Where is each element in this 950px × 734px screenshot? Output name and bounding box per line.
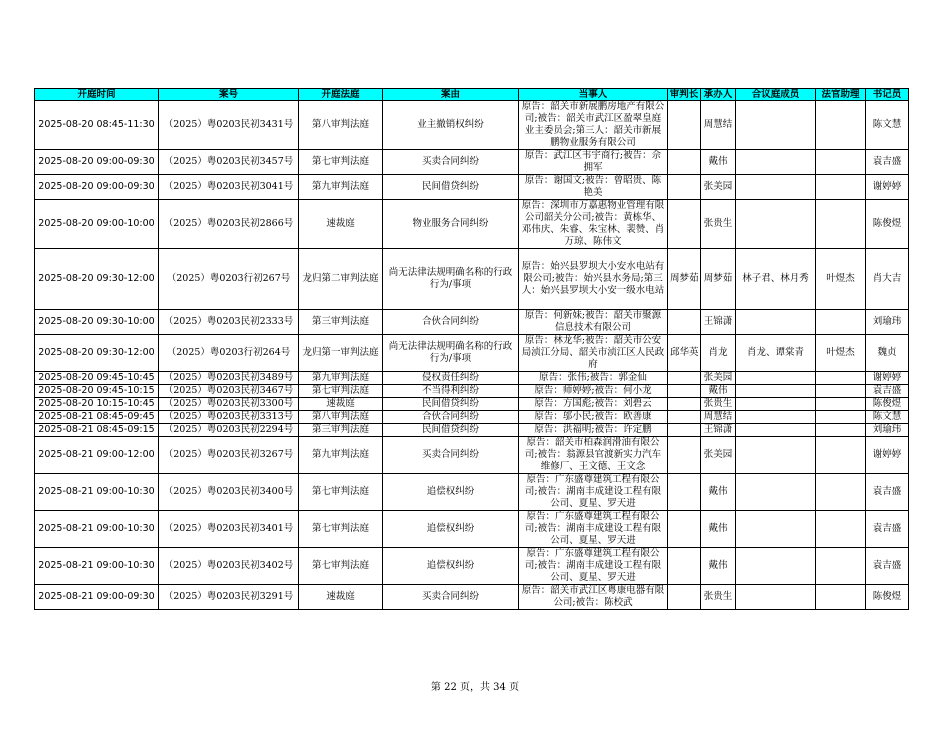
table-row xyxy=(35,585,909,610)
cell-hearing-time: 2025-08-20 08:45-11:30 xyxy=(35,101,159,150)
col-header-clerk: 书记员 xyxy=(866,89,909,101)
cell-panel-members xyxy=(736,411,816,424)
col-header-time: 开庭时间 xyxy=(35,89,159,101)
cell-clerk: 谢婷婷 xyxy=(866,175,909,200)
table-row xyxy=(35,249,909,310)
cell-presiding-judge xyxy=(668,511,701,548)
cell-hearing-time: 2025-08-20 09:45-10:15 xyxy=(35,385,159,398)
cell-cause: 合伙合同纠纷 xyxy=(383,310,519,335)
cell-case-number: （2025）粤0203民初3300号 xyxy=(159,398,299,411)
cell-parties: 原告：何新妹;被告：韶关市聚源信息技术有限公司 xyxy=(519,310,668,335)
cell-case-number: （2025）粤0203民初3431号 xyxy=(159,101,299,150)
cell-handler: 戴伟 xyxy=(701,511,736,548)
cell-judge-assistant xyxy=(816,474,866,511)
cell-parties: 原告：韶关市新展鹏房地产有限公司;被告：韶关市武江区盈翠皇庭业主委员会;第三人：韶关市新展鹏物业服务有限公司 xyxy=(519,101,668,150)
cell-handler: 周梦茹 xyxy=(701,249,736,310)
cell-clerk: 陈俊煜 xyxy=(866,200,909,249)
cell-judge-assistant: 叶煜杰 xyxy=(816,335,866,372)
cell-panel-members xyxy=(736,385,816,398)
cell-cause: 合伙合同纠纷 xyxy=(383,411,519,424)
cell-panel-members xyxy=(736,474,816,511)
cell-clerk: 陈俊煜 xyxy=(866,398,909,411)
cell-cause: 买卖合同纠纷 xyxy=(383,150,519,175)
cell-cause: 民间借贷纠纷 xyxy=(383,398,519,411)
cell-hearing-time: 2025-08-20 09:45-10:45 xyxy=(35,372,159,385)
cell-hearing-time: 2025-08-20 09:30-12:00 xyxy=(35,335,159,372)
cell-parties: 原告：广东盛尊建筑工程有限公司;被告：湖南丰成建设工程有限公司、夏星、罗天进 xyxy=(519,474,668,511)
cell-courtroom: 第七审判法庭 xyxy=(299,511,383,548)
cell-cause: 不当得利纠纷 xyxy=(383,385,519,398)
cell-presiding-judge xyxy=(668,372,701,385)
cell-handler: 肖龙 xyxy=(701,335,736,372)
cell-case-number: （2025）粤0203民初3400号 xyxy=(159,474,299,511)
cell-courtroom: 第九审判法庭 xyxy=(299,437,383,474)
cell-handler: 戴伟 xyxy=(701,385,736,398)
cell-judge-assistant xyxy=(816,398,866,411)
cell-judge-assistant xyxy=(816,200,866,249)
table-row xyxy=(35,310,909,335)
cell-clerk: 刘瑜玮 xyxy=(866,424,909,437)
cell-presiding-judge xyxy=(668,150,701,175)
cell-handler: 张贵生 xyxy=(701,398,736,411)
cell-judge-assistant xyxy=(816,385,866,398)
cell-parties: 原告：广东盛尊建筑工程有限公司;被告：湖南丰成建设工程有限公司、夏星、罗天进 xyxy=(519,511,668,548)
cell-parties: 原告：韶关市柏森润滑油有限公司;被告：翁源县官渡新实力汽车维修厂、王文德、王文念 xyxy=(519,437,668,474)
cell-panel-members: 林子君、林月秀 xyxy=(736,249,816,310)
cell-cause: 民间借贷纠纷 xyxy=(383,424,519,437)
cell-courtroom: 第三审判法庭 xyxy=(299,424,383,437)
cell-clerk: 刘瑜玮 xyxy=(866,310,909,335)
cell-hearing-time: 2025-08-21 08:45-09:45 xyxy=(35,411,159,424)
cell-panel-members xyxy=(736,101,816,150)
cell-handler: 戴伟 xyxy=(701,474,736,511)
cell-presiding-judge xyxy=(668,411,701,424)
cell-panel-members xyxy=(736,424,816,437)
cell-case-number: （2025）粤0203行初267号 xyxy=(159,249,299,310)
cell-panel-members xyxy=(736,200,816,249)
cell-cause: 尚无法律法规明确名称的行政行为/事项 xyxy=(383,249,519,310)
cell-case-number: （2025）粤0203民初2866号 xyxy=(159,200,299,249)
cell-hearing-time: 2025-08-20 09:30-10:00 xyxy=(35,310,159,335)
cell-cause: 买卖合同纠纷 xyxy=(383,585,519,610)
cell-hearing-time: 2025-08-21 09:00-12:00 xyxy=(35,437,159,474)
cell-presiding-judge xyxy=(668,175,701,200)
col-header-case-number: 案号 xyxy=(159,89,299,101)
cell-handler: 王锦潇 xyxy=(701,424,736,437)
cell-cause: 追偿权纠纷 xyxy=(383,474,519,511)
table-row xyxy=(35,398,909,411)
table-row xyxy=(35,548,909,585)
cell-judge-assistant xyxy=(816,175,866,200)
cell-handler: 周慧结 xyxy=(701,411,736,424)
cell-clerk: 袁吉盛 xyxy=(866,511,909,548)
hearing-schedule-table xyxy=(34,88,909,610)
cell-handler: 张美园 xyxy=(701,175,736,200)
cell-parties: 原告：武江区韦宇商行;被告：佘拥军 xyxy=(519,150,668,175)
table-row xyxy=(35,437,909,474)
cell-handler: 王锦潇 xyxy=(701,310,736,335)
cell-judge-assistant xyxy=(816,101,866,150)
cell-courtroom: 第八审判法庭 xyxy=(299,101,383,150)
cell-handler: 周慧结 xyxy=(701,101,736,150)
cell-panel-members xyxy=(736,585,816,610)
cell-parties: 原告：始兴县罗坝大小安水电站有限公司;被告：始兴县水务局;第三人：始兴县罗坝大小安一级水电站 xyxy=(519,249,668,310)
cell-panel-members xyxy=(736,437,816,474)
cell-parties: 原告：张伟;被告：郭金仙 xyxy=(519,372,668,385)
table-row xyxy=(35,372,909,385)
cell-case-number: （2025）粤0203民初3467号 xyxy=(159,385,299,398)
cell-courtroom: 龙归第一审判法庭 xyxy=(299,335,383,372)
cell-hearing-time: 2025-08-21 09:00-10:30 xyxy=(35,511,159,548)
col-header-courtroom: 开庭法庭 xyxy=(299,89,383,101)
cell-judge-assistant xyxy=(816,511,866,548)
cell-clerk: 魏贞 xyxy=(866,335,909,372)
col-header-panel: 合议庭成员 xyxy=(736,89,816,101)
cell-handler: 戴伟 xyxy=(701,548,736,585)
cell-cause: 侵权责任纠纷 xyxy=(383,372,519,385)
col-header-presiding-judge: 审判长 xyxy=(668,89,701,101)
cell-cause: 追偿权纠纷 xyxy=(383,548,519,585)
cell-judge-assistant xyxy=(816,424,866,437)
table-row xyxy=(35,424,909,437)
cell-panel-members xyxy=(736,372,816,385)
cell-cause: 业主撤销权纠纷 xyxy=(383,101,519,150)
cell-judge-assistant: 叶煜杰 xyxy=(816,249,866,310)
table-row xyxy=(35,385,909,398)
col-header-cause: 案由 xyxy=(383,89,519,101)
cell-parties: 原告：林龙华;被告：韶关市公安局浈江分局、韶关市浈江区人民政府 xyxy=(519,335,668,372)
cell-case-number: （2025）粤0203民初3401号 xyxy=(159,511,299,548)
cell-case-number: （2025）粤0203民初3267号 xyxy=(159,437,299,474)
cell-case-number: （2025）粤0203行初264号 xyxy=(159,335,299,372)
cell-parties: 原告：谢国文;被告：曾昭贵、陈艳美 xyxy=(519,175,668,200)
cell-cause: 追偿权纠纷 xyxy=(383,511,519,548)
table-row xyxy=(35,511,909,548)
cell-hearing-time: 2025-08-21 09:00-10:30 xyxy=(35,474,159,511)
cell-handler: 张贵生 xyxy=(701,200,736,249)
table-header-row xyxy=(35,89,909,101)
cell-judge-assistant xyxy=(816,150,866,175)
cell-judge-assistant xyxy=(816,372,866,385)
cell-clerk: 袁吉盛 xyxy=(866,474,909,511)
cell-hearing-time: 2025-08-21 09:00-09:30 xyxy=(35,585,159,610)
page-footer: 第 22 页，共 34 页 xyxy=(430,682,520,693)
cell-clerk: 袁吉盛 xyxy=(866,548,909,585)
table-row xyxy=(35,411,909,424)
cell-hearing-time: 2025-08-20 10:15-10:45 xyxy=(35,398,159,411)
cell-handler: 戴伟 xyxy=(701,150,736,175)
cell-clerk: 陈文慧 xyxy=(866,101,909,150)
cell-cause: 尚无法律法规明确名称的行政行为/事项 xyxy=(383,335,519,372)
cell-presiding-judge: 邱华英 xyxy=(668,335,701,372)
cell-parties: 原告：洪福明;被告：许定鹏 xyxy=(519,424,668,437)
cell-case-number: （2025）粤0203民初3457号 xyxy=(159,150,299,175)
cell-presiding-judge xyxy=(668,424,701,437)
cell-courtroom: 第三审判法庭 xyxy=(299,310,383,335)
cell-presiding-judge xyxy=(668,310,701,335)
cell-parties: 原告：韶关市武江区粤康电器有限公司;被告：陈校武 xyxy=(519,585,668,610)
cell-courtroom: 第七审判法庭 xyxy=(299,150,383,175)
cell-clerk: 袁吉盛 xyxy=(866,150,909,175)
cell-panel-members xyxy=(736,310,816,335)
cell-courtroom: 速裁庭 xyxy=(299,585,383,610)
cell-presiding-judge xyxy=(668,200,701,249)
cell-clerk: 陈文慧 xyxy=(866,411,909,424)
cell-panel-members: 肖龙、谭棠青 xyxy=(736,335,816,372)
cell-presiding-judge xyxy=(668,437,701,474)
cell-panel-members xyxy=(736,150,816,175)
cell-handler: 张贵生 xyxy=(701,585,736,610)
col-header-parties: 当事人 xyxy=(519,89,668,101)
cell-presiding-judge: 周梦茹 xyxy=(668,249,701,310)
table-row xyxy=(35,150,909,175)
cell-handler: 张美园 xyxy=(701,437,736,474)
cell-handler: 张美园 xyxy=(701,372,736,385)
cell-courtroom: 第八审判法庭 xyxy=(299,411,383,424)
cell-parties: 原告：方国彪;被告：刘碧云 xyxy=(519,398,668,411)
cell-clerk: 谢婷婷 xyxy=(866,437,909,474)
cell-parties: 原告：广东盛尊建筑工程有限公司;被告：湖南丰成建设工程有限公司、夏星、罗天进 xyxy=(519,548,668,585)
col-header-assistant: 法官助理 xyxy=(816,89,866,101)
table-row xyxy=(35,175,909,200)
cell-parties: 原告：邬小民;被告：欧善康 xyxy=(519,411,668,424)
cell-cause: 民间借贷纠纷 xyxy=(383,175,519,200)
cell-case-number: （2025）粤0203民初3041号 xyxy=(159,175,299,200)
cell-case-number: （2025）粤0203民初2333号 xyxy=(159,310,299,335)
cell-case-number: （2025）粤0203民初2294号 xyxy=(159,424,299,437)
cell-case-number: （2025）粤0203民初3291号 xyxy=(159,585,299,610)
cell-panel-members xyxy=(736,175,816,200)
cell-presiding-judge xyxy=(668,385,701,398)
cell-hearing-time: 2025-08-21 09:00-10:30 xyxy=(35,548,159,585)
cell-clerk: 肖大吉 xyxy=(866,249,909,310)
cell-case-number: （2025）粤0203民初3489号 xyxy=(159,372,299,385)
cell-courtroom: 第七审判法庭 xyxy=(299,385,383,398)
cell-panel-members xyxy=(736,548,816,585)
cell-clerk: 袁吉盛 xyxy=(866,385,909,398)
cell-judge-assistant xyxy=(816,411,866,424)
cell-judge-assistant xyxy=(816,310,866,335)
cell-cause: 买卖合同纠纷 xyxy=(383,437,519,474)
cell-courtroom: 第七审判法庭 xyxy=(299,548,383,585)
cell-case-number: （2025）粤0203民初3402号 xyxy=(159,548,299,585)
cell-hearing-time: 2025-08-20 09:30-12:00 xyxy=(35,249,159,310)
cell-courtroom: 龙归第二审判法庭 xyxy=(299,249,383,310)
cell-panel-members xyxy=(736,511,816,548)
table-row xyxy=(35,200,909,249)
cell-courtroom: 第七审判法庭 xyxy=(299,474,383,511)
cell-hearing-time: 2025-08-20 09:00-10:00 xyxy=(35,200,159,249)
cell-judge-assistant xyxy=(816,437,866,474)
cell-clerk: 陈俊煜 xyxy=(866,585,909,610)
cell-presiding-judge xyxy=(668,398,701,411)
table-row xyxy=(35,101,909,150)
table-row xyxy=(35,335,909,372)
cell-case-number: （2025）粤0203民初3313号 xyxy=(159,411,299,424)
cell-presiding-judge xyxy=(668,585,701,610)
cell-cause: 物业服务合同纠纷 xyxy=(383,200,519,249)
cell-hearing-time: 2025-08-20 09:00-09:30 xyxy=(35,150,159,175)
cell-parties: 原告：师婷婷;被告：何小龙 xyxy=(519,385,668,398)
cell-judge-assistant xyxy=(816,548,866,585)
cell-courtroom: 速裁庭 xyxy=(299,398,383,411)
cell-presiding-judge xyxy=(668,101,701,150)
cell-presiding-judge xyxy=(668,548,701,585)
cell-hearing-time: 2025-08-20 09:00-09:30 xyxy=(35,175,159,200)
cell-clerk: 谢婷婷 xyxy=(866,372,909,385)
cell-parties: 原告：深圳市万嘉惠物业管理有限公司韶关分公司;被告：黄栋华、邓伟庆、朱睿、朱宝林、裴赞、肖万琼、陈伟文 xyxy=(519,200,668,249)
cell-courtroom: 速裁庭 xyxy=(299,200,383,249)
cell-panel-members xyxy=(736,398,816,411)
cell-judge-assistant xyxy=(816,585,866,610)
cell-courtroom: 第九审判法庭 xyxy=(299,372,383,385)
col-header-handler: 承办人 xyxy=(701,89,736,101)
cell-courtroom: 第九审判法庭 xyxy=(299,175,383,200)
table-row xyxy=(35,474,909,511)
cell-hearing-time: 2025-08-21 08:45-09:15 xyxy=(35,424,159,437)
cell-presiding-judge xyxy=(668,474,701,511)
